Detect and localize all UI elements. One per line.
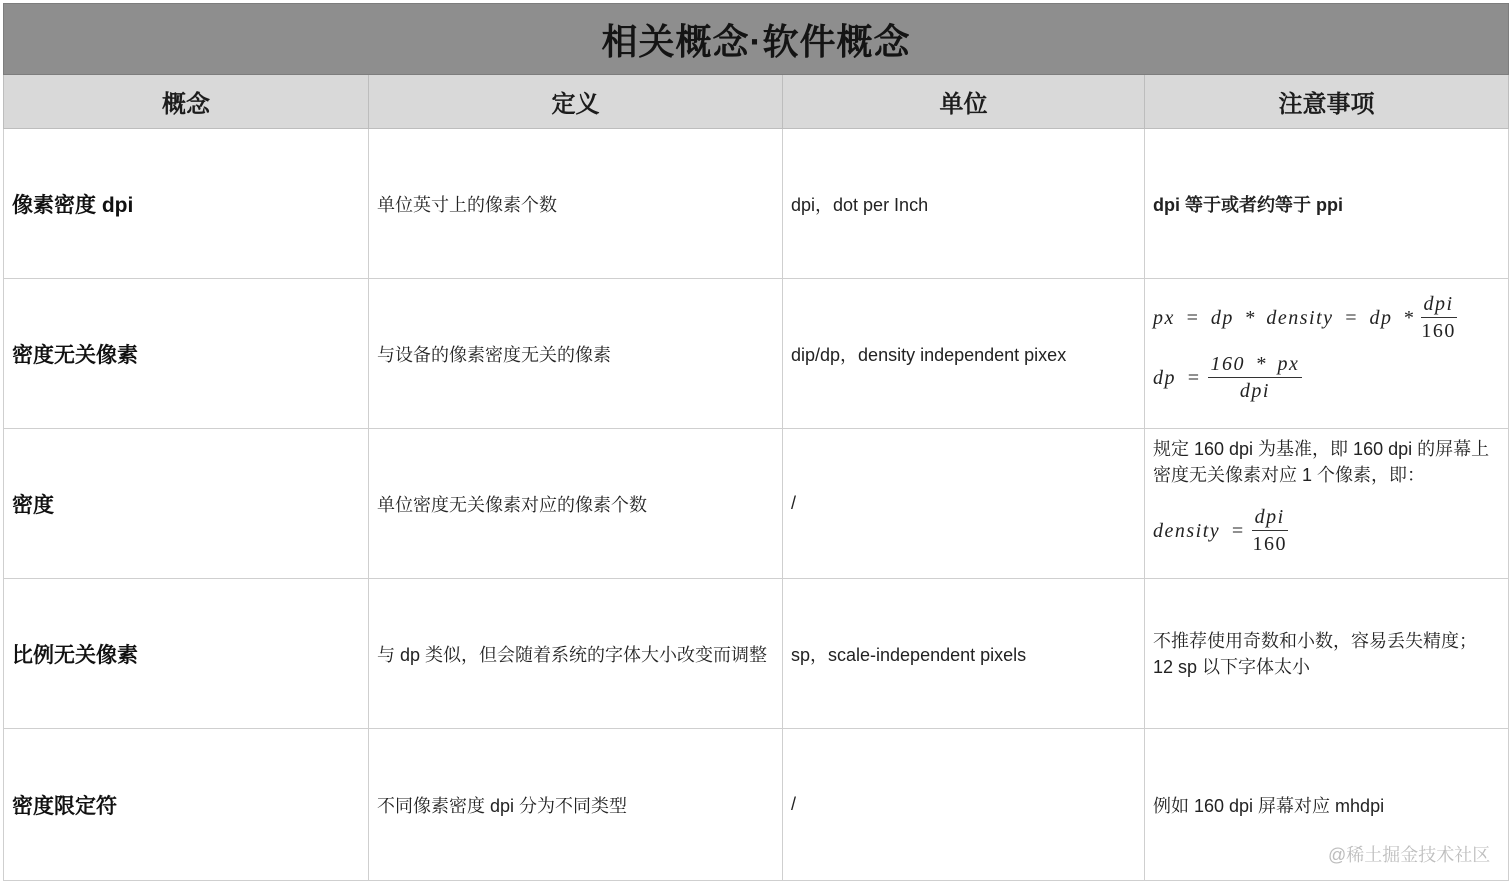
formula-lhs: px = dp * density = dp *: [1153, 306, 1415, 329]
concept-cell: 密度无关像素: [3, 279, 369, 429]
concept-cell: 比例无关像素: [3, 579, 369, 729]
concept-cell: 密度: [3, 429, 369, 579]
notes-cell: 例如 160 dpi 屏幕对应 mhdpi: [1145, 729, 1509, 881]
unit-cell: /: [783, 429, 1145, 579]
fraction-denominator: 160: [1421, 320, 1456, 342]
notes-line: 规定 160 dpi 为基准，即 160 dpi 的屏幕上: [1153, 439, 1490, 459]
formula-fraction: [1421, 293, 1457, 343]
unit-cell: dip/dp，density independent pixex: [783, 279, 1145, 429]
fraction-numerator: 160 * px: [1208, 353, 1303, 378]
formula-lhs: density =: [1153, 519, 1246, 542]
notes-cell: [1145, 279, 1509, 429]
definition-cell: 单位密度无关像素对应的像素个数: [369, 429, 783, 579]
formula-dp: [1153, 353, 1302, 403]
definition-cell: 与 dp 类似，但会随着系统的字体大小改变而调整: [369, 579, 783, 729]
concept-cell: 像素密度 dpi: [3, 129, 369, 279]
header-concept: 概念: [3, 75, 369, 129]
notes-line: 12 sp 以下字体太小: [1153, 656, 1311, 677]
notes-cell: dpi 等于或者约等于 ppi: [1145, 129, 1509, 279]
table-title: 相关概念·软件概念: [3, 3, 1509, 75]
header-definition: 定义: [369, 75, 783, 129]
formula-px: [1153, 293, 1457, 343]
table-grid: [3, 75, 1509, 881]
definition-cell: 不同像素密度 dpi 分为不同类型: [369, 729, 783, 881]
formula-density: [1153, 506, 1288, 556]
concept-table: [3, 3, 1509, 881]
notes-line: 不推荐使用奇数和小数，容易丢失精度；: [1153, 630, 1477, 651]
formula-fraction: [1252, 506, 1288, 556]
header-notes: 注意事项: [1145, 75, 1509, 129]
unit-cell: dpi，dot per Inch: [783, 129, 1145, 279]
definition-cell: 单位英寸上的像素个数: [369, 129, 783, 279]
unit-cell: /: [783, 729, 1145, 881]
concept-cell: 密度限定符: [3, 729, 369, 881]
definition-cell: 与设备的像素密度无关的像素: [369, 279, 783, 429]
unit-cell: sp，scale-independent pixels: [783, 579, 1145, 729]
watermark: @稀土掘金技术社区: [1328, 845, 1491, 865]
notes-cell: [1145, 579, 1509, 729]
fraction-numerator: dpi: [1421, 293, 1457, 318]
formula-fraction: [1208, 353, 1303, 403]
fraction-denominator: dpi: [1239, 380, 1270, 402]
notes-cell: [1145, 429, 1509, 579]
formula-lhs: dp =: [1153, 366, 1202, 389]
header-unit: 单位: [783, 75, 1145, 129]
fraction-numerator: dpi: [1252, 506, 1288, 531]
fraction-denominator: 160: [1252, 533, 1287, 555]
notes-line: 密度无关像素对应 1 个像素，即：: [1153, 465, 1426, 485]
